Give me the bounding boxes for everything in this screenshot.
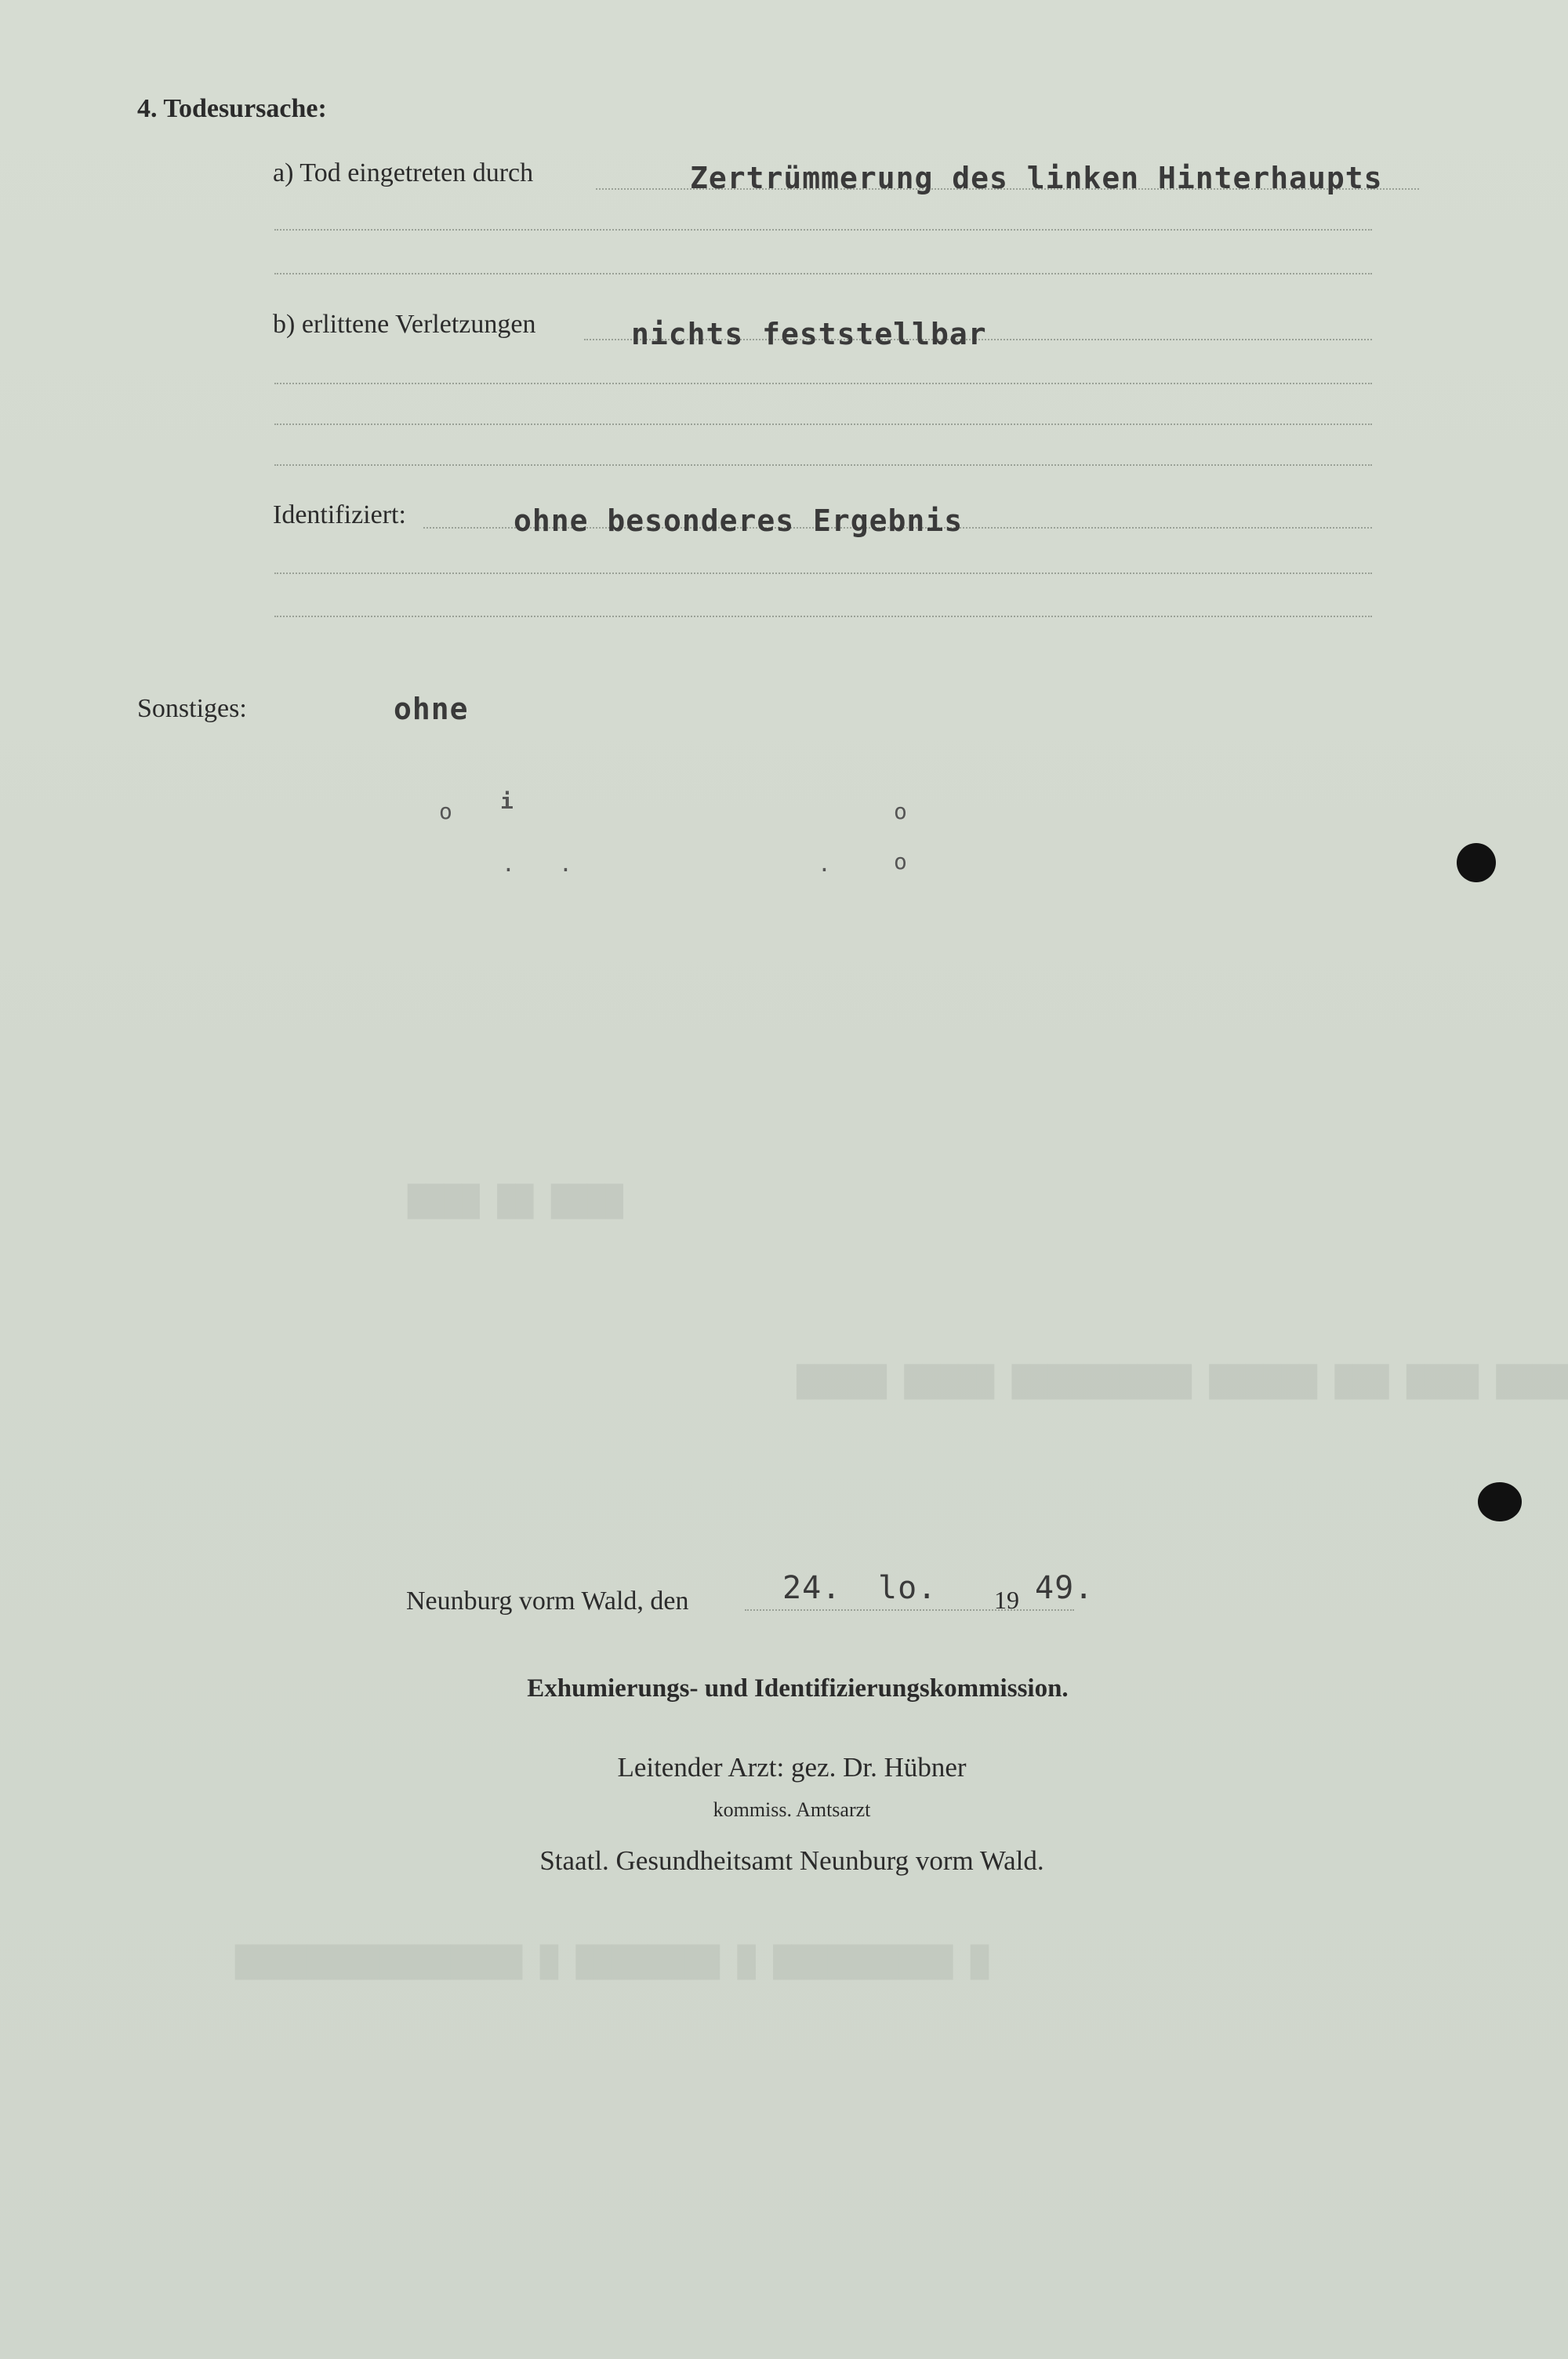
ink-speck: . <box>559 851 572 877</box>
ink-speck: . <box>502 851 515 877</box>
injuries-dotline-2 <box>274 383 1372 384</box>
doctor-title: kommiss. Amtsarzt <box>713 1798 871 1821</box>
section-title: 4. Todesursache: <box>137 94 327 123</box>
place-label: Neunburg vorm Wald, den <box>406 1587 689 1616</box>
cause-dotline-3 <box>274 273 1372 274</box>
date-day: 24. <box>782 1570 842 1606</box>
ink-speck: o <box>894 849 907 874</box>
date-dotline <box>745 1609 1074 1611</box>
cause-dotline-2 <box>274 229 1372 231</box>
show-through-text: ████ ██ ████ <box>408 1184 623 1219</box>
identified-value: ohne besonderes Ergebnis <box>514 503 964 538</box>
show-through-text: ████ ████ ███ ██████ ██████████ █████ █████ <box>797 1365 1568 1399</box>
cause-label: a) Tod eingetreten durch <box>273 158 534 187</box>
cause-value: Zertrümmerung des linken Hinterhaupts <box>690 161 1383 195</box>
punch-hole <box>1457 843 1496 882</box>
injuries-dotline-4 <box>274 464 1372 466</box>
ink-speck: . <box>818 851 831 877</box>
other-value: ohne <box>394 692 469 726</box>
date-month: lo. <box>878 1570 938 1606</box>
ink-speck: i <box>500 788 514 814</box>
doctor-line: Leitender Arzt: gez. Dr. Hübner <box>617 1752 967 1783</box>
year-prefix: 19 <box>994 1586 1019 1614</box>
ink-speck: o <box>439 798 452 824</box>
punch-hole <box>1478 1482 1522 1521</box>
identified-dotline-2 <box>274 572 1372 574</box>
commission-title: Exhumierungs- und Identifizierungskommission. <box>527 1674 1069 1703</box>
identified-label: Identifiziert: <box>273 500 406 529</box>
ink-speck: o <box>894 798 907 824</box>
identified-dotline-3 <box>274 616 1372 617</box>
injuries-dotline-3 <box>274 423 1372 425</box>
show-through-text: █ ██████████ █ ████████ █ ████████████████ <box>235 1945 989 1979</box>
injuries-label: b) erlittene Verletzungen <box>273 310 536 339</box>
other-label: Sonstiges: <box>137 694 247 723</box>
injuries-value: nichts feststellbar <box>631 317 987 351</box>
health-office: Staatl. Gesundheitsamt Neunburg vorm Wald. <box>539 1845 1044 1876</box>
year-suffix: 49. <box>1035 1570 1094 1606</box>
